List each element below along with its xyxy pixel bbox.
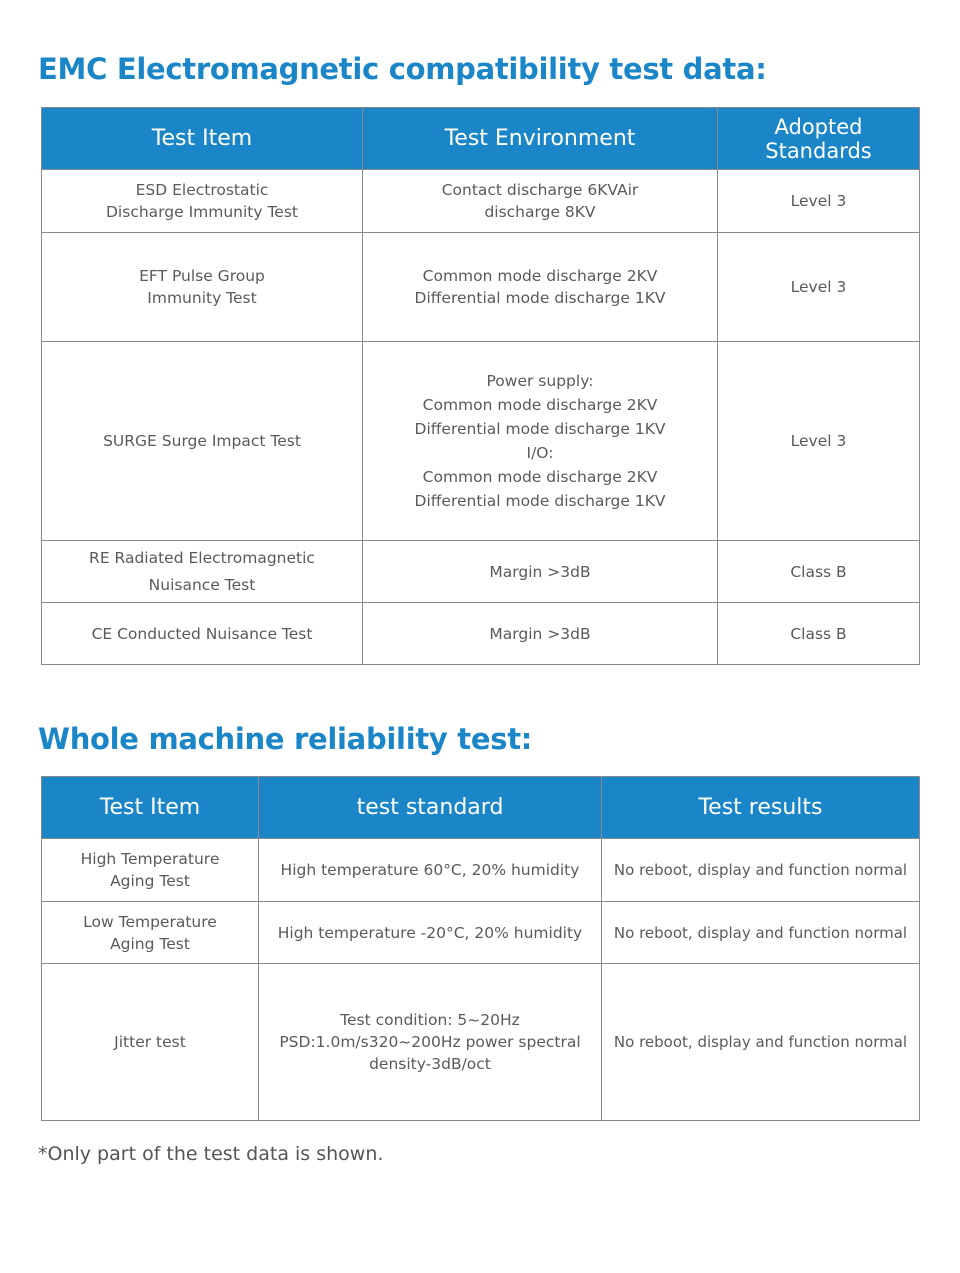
column-header-test-item: Test Item [42, 108, 363, 170]
table-header-row [42, 108, 920, 170]
table-row [42, 902, 920, 964]
table-row [42, 541, 920, 603]
test-environment-cell: Common mode discharge 2KV Differential mode discharge 1KV [363, 233, 718, 342]
test-result-cell: No reboot, display and function normal [602, 964, 920, 1121]
test-environment-cell: Margin >3dB [363, 541, 718, 603]
emc-test-table [41, 107, 920, 665]
test-item-cell: RE Radiated Electromagnetic Nuisance Test [42, 541, 363, 603]
test-item-cell: Jitter test [42, 964, 259, 1121]
standard-cell: Class B [718, 603, 920, 665]
column-header-test-environment: Test Environment [363, 108, 718, 170]
column-header-test-standard: test standard [259, 777, 602, 839]
table-row [42, 964, 920, 1121]
test-item-cell: EFT Pulse Group Immunity Test [42, 233, 363, 342]
test-result-cell: No reboot, display and function normal [602, 839, 920, 902]
test-item-cell: ESD Electrostatic Discharge Immunity Test [42, 170, 363, 233]
standard-cell: Level 3 [718, 170, 920, 233]
standard-cell: Level 3 [718, 233, 920, 342]
emc-section-title: EMC Electromagnetic compatibility test data: [38, 52, 767, 86]
standard-cell: Class B [718, 541, 920, 603]
test-result-cell: No reboot, display and function normal [602, 902, 920, 964]
reliability-test-table [41, 776, 920, 1121]
test-environment-cell: Power supply: Common mode discharge 2KV Differential mode discharge 1KV I/O: Common mode discharge 2KV Differential mode discharge 1KV [363, 342, 718, 541]
table-row [42, 233, 920, 342]
column-header-test-item: Test Item [42, 777, 259, 839]
test-item-cell: SURGE Surge Impact Test [42, 342, 363, 541]
table-header-row [42, 777, 920, 839]
column-header-adopted-standards: Adopted Standards [718, 108, 920, 170]
test-environment-cell: Margin >3dB [363, 603, 718, 665]
table-row [42, 342, 920, 541]
test-standard-cell: High temperature 60°C, 20% humidity [259, 839, 602, 902]
standard-cell: Level 3 [718, 342, 920, 541]
test-item-cell: CE Conducted Nuisance Test [42, 603, 363, 665]
test-item-cell: Low Temperature Aging Test [42, 902, 259, 964]
table-row [42, 603, 920, 665]
table-row [42, 170, 920, 233]
column-header-test-results: Test results [602, 777, 920, 839]
test-environment-cell: Contact discharge 6KVAir discharge 8KV [363, 170, 718, 233]
footnote: *Only part of the test data is shown. [38, 1143, 384, 1165]
reliability-section-title: Whole machine reliability test: [38, 722, 533, 756]
test-standard-cell: Test condition: 5~20Hz PSD:1.0m/s320~200Hz power spectral density-3dB/oct [259, 964, 602, 1121]
test-standard-cell: High temperature -20°C, 20% humidity [259, 902, 602, 964]
table-row [42, 839, 920, 902]
test-item-cell: High Temperature Aging Test [42, 839, 259, 902]
